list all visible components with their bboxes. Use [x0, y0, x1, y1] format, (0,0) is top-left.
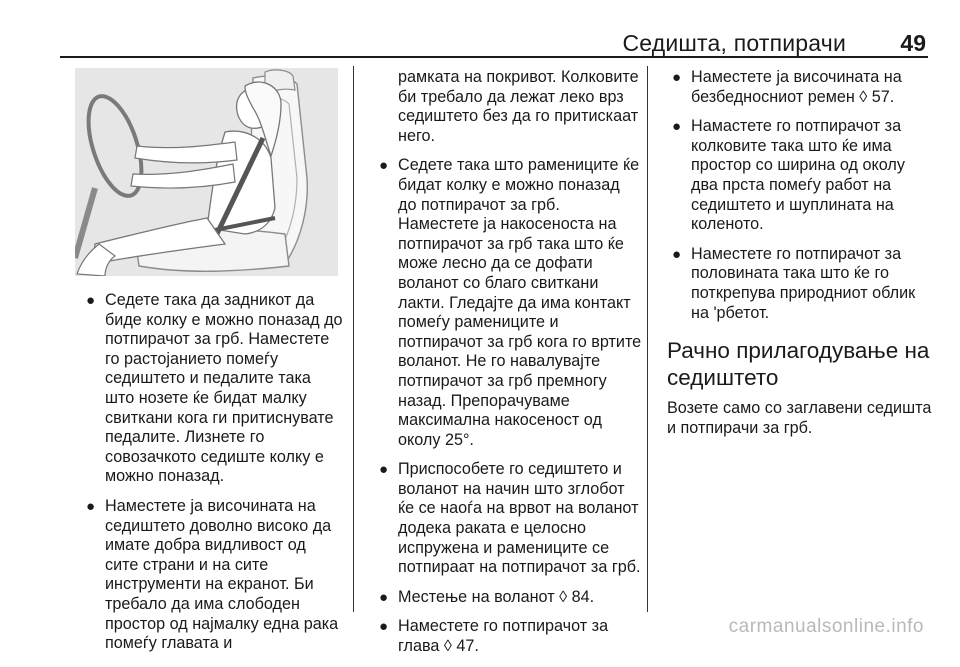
section-paragraph: Возете само со заглавени седишта и потпирачи за грб.	[667, 399, 932, 437]
list-item	[667, 68, 933, 107]
column-divider-1	[353, 66, 354, 612]
bullet-icon: ●	[379, 157, 389, 175]
list-item	[81, 291, 343, 487]
watermark: carmanualsonline.info	[728, 616, 924, 637]
list-item	[374, 460, 642, 578]
bullet-icon: ●	[379, 588, 389, 606]
header-divider	[60, 56, 928, 58]
list-item-text: Наместете го потпирачот за половината така што ќе го поткрепува природниот облик на 'рбетот.	[691, 244, 916, 322]
list-item-text: Седете така што рамениците ќе бидат колку е можно поназад до потпирачот за грб. Наместете ја накосеноста на потпирачот за грб така што ќе може лесно да се дофати воланот со благо свиткани лакти. Гледајте да има контакт помеѓу рамениците и потпирачот за грб кога го вртите воланот. Не го навалувајте потпирачот за грб премногу назад. Препорачуваме максимална накосеност од околу 25°.	[398, 156, 642, 449]
driver-seating-illustration	[75, 68, 338, 276]
section-heading: Рачно прилагодување на седиштето	[667, 338, 930, 391]
bullet-icon: ●	[672, 245, 682, 263]
bullet-icon: ●	[86, 292, 96, 309]
column-1	[81, 291, 343, 664]
page-header	[60, 18, 928, 54]
list-item-text: Наместете го потпирачот за глава ◊ 47.	[398, 617, 609, 656]
list-item-text: Приспособете го седиштето и воланот на начин што зглобот ќе се наоѓа на врвот на воланот додека раката е целосно испружена и рамениците се потпираат на потпирачот за грб.	[398, 460, 641, 577]
column-3	[667, 68, 933, 438]
list-item-text: Местење на воланот ◊ 84.	[398, 587, 595, 606]
bullet-icon: ●	[379, 461, 389, 479]
seat-position-illustration	[75, 68, 338, 276]
list-item-text: Седете така да задникот да биде колку е можно поназад до потпирачот за грб. Наместете го растојанието помеѓу седиштето и педалите така што нозете ќе бидат малку свиткани кога ги притиснувате педалите. Лизнете го совозачкото седиште колку е можно поназад.	[105, 291, 343, 486]
page-number: 49	[900, 30, 926, 56]
bullet-icon: ●	[86, 497, 96, 515]
list-item	[374, 617, 642, 656]
list-item-text: Наместете ја височината на безбедносниот ремен ◊ 57.	[691, 68, 902, 106]
bullet-icon: ●	[672, 118, 682, 136]
list-item	[374, 156, 642, 450]
continued-text	[374, 68, 642, 146]
list-item-text: Наместете ја височината на седиштето доволно високо да имате добра видливост од сите страни и на сите инструменти на екранот. Би требало да има слободен простор од најмалку една рака помеѓу главата и	[105, 496, 339, 653]
list-item	[667, 245, 933, 323]
paragraph-continuation: рамката на покривот. Колковите би требало да лежат леко врз седиштето без да го притискаат него.	[398, 68, 639, 145]
page-title: Седишта, потпирачи	[622, 30, 846, 56]
column-divider-2	[647, 66, 648, 612]
bullet-icon: ●	[672, 69, 682, 86]
list-item	[374, 588, 642, 608]
list-item	[667, 117, 933, 235]
bullet-icon: ●	[379, 618, 389, 636]
column-2	[374, 68, 642, 667]
list-item-text: Намастете го потпирачот за колковите така што ќе има простор со ширина од околу два прста помеѓу работ на седиштето и шуплината на коленото.	[691, 117, 905, 234]
list-item	[81, 497, 343, 654]
